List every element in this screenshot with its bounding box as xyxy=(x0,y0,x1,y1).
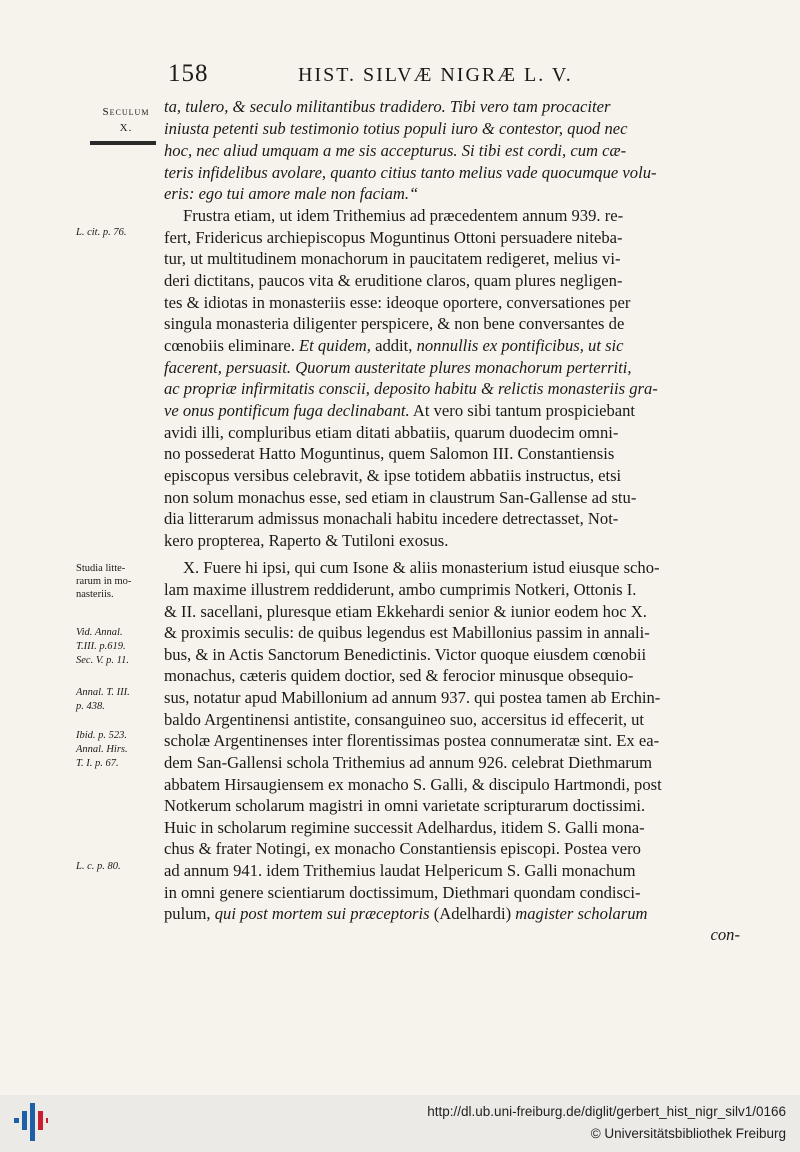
seculum-marker xyxy=(90,104,162,136)
margin-note: Vid. Annal. xyxy=(76,627,123,638)
text-run: pulum, xyxy=(164,904,211,923)
text-line: ad annum 941. idem Trithemius laudat Helpericum S. Galli monachum xyxy=(164,861,636,880)
text-line: singula monasteria diligenter perspicere, & non bene conversantes de xyxy=(164,314,625,333)
text-line: in omni genere scientiarum doctissimum, Diethmari quondam condisci- xyxy=(164,883,641,902)
seculum-numeral: X. xyxy=(119,122,133,134)
seculum-word: Seculum xyxy=(102,106,150,118)
text-run-italic: qui post mortem sui præceptoris xyxy=(214,904,430,923)
text-run-italic: Et quidem, xyxy=(299,336,371,355)
margin-note: T.III. p.619. xyxy=(76,641,126,652)
text-line: lam maxime illustrem reddiderunt, ambo cumprimis Notkeri, Ottonis I. xyxy=(164,580,637,599)
text-run: cœnobiis eliminare. xyxy=(164,336,295,355)
margin-note: rarum in mo- xyxy=(76,576,132,587)
running-title: HIST. SILVÆ NIGRÆ L. V. xyxy=(298,64,573,86)
text-line: facerent, persuasit. Quorum austeritate plures monachorum perterriti, xyxy=(164,358,632,377)
text-line: ta, tulero, & seculo militantibus tradidero. Tibi vero tam procaciter xyxy=(164,97,611,116)
text-line: avidi illi, compluribus etiam ditati abbatiis, quarum duodecim omni- xyxy=(164,423,619,442)
page-header xyxy=(0,60,800,90)
text-line xyxy=(164,400,740,422)
margin-note: p. 438. xyxy=(76,701,105,712)
text-line: eris: ego tui amore male non faciam.“ xyxy=(164,184,419,203)
margin-note: Annal. T. III. xyxy=(76,687,130,698)
text-line: ac propriæ infirmitatis conscii, deposito habitu & relictis monasteriis gra- xyxy=(164,379,658,398)
margin-note: Sec. V. p. 11. xyxy=(76,655,129,666)
viewer-footer xyxy=(0,1095,800,1152)
text-line: no possederat Hatto Moguntinus, quem Salomon III. Constantiensis xyxy=(164,444,615,463)
margin-note: T. I. p. 67. xyxy=(76,758,119,769)
text-line: Notkerum scholarum magistri in omni varietate scripturarum doctissimi. xyxy=(164,796,646,815)
permalink-url[interactable]: http://dl.ub.uni-freiburg.de/diglit/gerbert_hist_nigr_silv1/0166 xyxy=(427,1104,786,1119)
margin-note: nasteriis. xyxy=(76,589,114,600)
page-number: 158 xyxy=(168,60,209,87)
text-line: tur, ut multitudinem monachorum in paucitatem redigeret, melius vi- xyxy=(164,249,621,268)
text-line: dia litterarum admissus monachali habitu incedere detrectasset, Not- xyxy=(164,509,619,528)
text-line: tes & idiotas in monasteriis esse: ideoque oportere, conversationes per xyxy=(164,293,631,312)
copyright-text: © Universitätsbibliothek Freiburg xyxy=(590,1126,786,1141)
text-line: bus, & in Actis Sanctorum Benedictinis. Victor quoque eiusdem cœnobii xyxy=(164,645,647,664)
text-run: At vero sibi tantum prospiciebant xyxy=(412,401,636,420)
text-line: sus, notatur apud Mabillonium ad annum 937. qui postea tamen ab Erchin- xyxy=(164,688,661,707)
text-run-italic: magister scholarum xyxy=(515,904,648,923)
text-line: X. Fuere hi ipsi, qui cum Isone & aliis monasterium istud eiusque scho- xyxy=(183,558,660,577)
text-line: scholæ Argentinenses inter florentissimas postea connumeratæ sint. Ex ea- xyxy=(164,731,660,750)
text-line: episcopus versibus celebravit, & ipse totidem abbatiis instructus, etsi xyxy=(164,466,622,485)
margin-note: Annal. Hirs. xyxy=(76,744,128,755)
text-line: kero propterea, Raperto & Tutiloni exosus. xyxy=(164,531,449,550)
catchword: con- xyxy=(710,925,740,944)
text-run: (Adelhardi) xyxy=(433,904,512,923)
text-line: abbatem Hirsaugiensem ex monacho S. Galli, & discipulo Hartmondi, post xyxy=(164,775,662,794)
text-line xyxy=(164,335,740,357)
text-line: deri dictitans, paucos vita & eruditione claros, quam plures negligen- xyxy=(164,271,623,290)
text-line: dem San-Gallensi schola Trithemius ad annum 926. celebrat Diethmarum xyxy=(164,753,653,772)
margin-note: Ibid. p. 523. xyxy=(76,730,128,741)
text-line: teris infidelibus avolare, quanto citius tanto melius vade quocumque volu- xyxy=(164,163,657,182)
library-logo-icon xyxy=(14,1103,48,1141)
text-line: hoc, nec aliud umquam a me sis accepturus. Si tibi est cordi, cum cæ- xyxy=(164,141,627,160)
text-line: & proximis seculis: de quibus legendus est Mabillonius passim in annali- xyxy=(164,623,650,642)
margin-note: L. c. p. 80. xyxy=(76,861,121,872)
text-line: baldo Argentinensi antistite, consanguineo suo, accersitus id effecerit, ut xyxy=(164,710,645,729)
text-line: Huic in scholarum regimine successit Adelhardus, itidem S. Galli mona- xyxy=(164,818,645,837)
margin-note: L. cit. p. 76. xyxy=(76,227,127,238)
text-line: iniusta petenti sub testimonio totius populi iuro & contestor, quod nec xyxy=(164,119,628,138)
seculum-rule xyxy=(90,141,156,145)
margin-note: Studia litte- xyxy=(76,563,126,574)
text-run: addit, xyxy=(375,336,413,355)
text-line xyxy=(164,903,740,925)
text-line: monachus, cæteris quidem doctior, sed & ferocior minusque obsequio- xyxy=(164,666,634,685)
text-run-italic: ve onus pontificum fuga declinabant. xyxy=(164,401,410,420)
text-line: chus & frater Notingi, ex monacho Constantiensis episcopi. Postea vero xyxy=(164,839,641,858)
text-line: Frustra etiam, ut idem Trithemius ad præcedentem annum 939. re- xyxy=(183,206,624,225)
text-line: non solum monachus esse, sed etiam in claustrum San-Gallense ad stu- xyxy=(164,488,637,507)
text-run-italic: nonnullis ex pontificibus, ut sic xyxy=(416,336,624,355)
text-line: fert, Fridericus archiepiscopus Moguntinus Ottoni persuadere niteba- xyxy=(164,228,623,247)
text-line: & II. sacellani, pluresque etiam Ekkehardi senior & iunior eodem hoc X. xyxy=(164,602,647,621)
